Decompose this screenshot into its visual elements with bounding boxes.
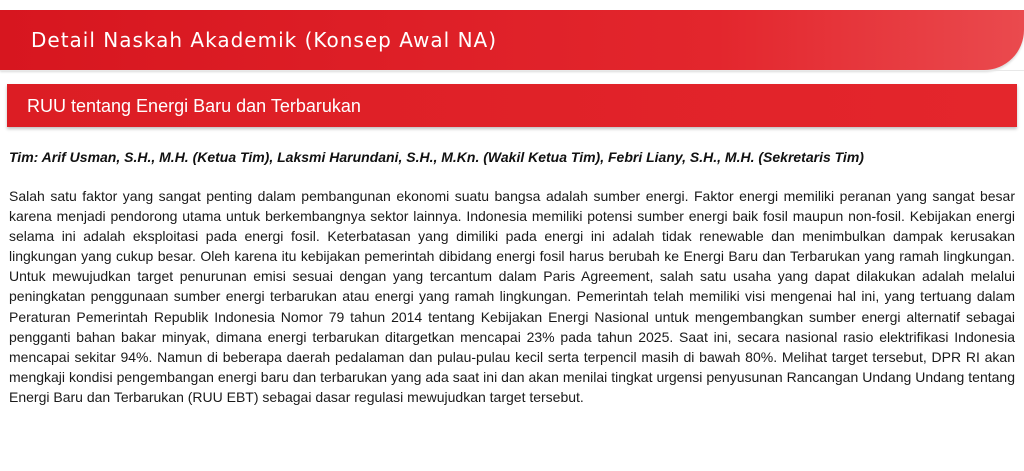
team-members: Tim: Arif Usman, S.H., M.H. (Ketua Tim), Laksmi Harundani, S.H., M.Kn. (Wakil Ketua Tim), Febri Liany, S.H., M.H. (Sekretaris Tim) <box>9 149 864 165</box>
description-paragraph: Salah satu faktor yang sangat penting dalam pembangunan ekonomi suatu bangsa adalah sumber energi. Faktor energi memiliki peranan yang sangat besar karena menjadi pendorong utama untuk berkembangnya sektor lainnya. Indonesia memiliki potensi sumber energi baik fosil maupun non-fosil. Kebijakan energi selama ini adalah eksploitasi pada energi fosil. Keterbatasan yang dimiliki pada energi ini adalah tidak renewable dan menimbulkan dampak kerusakan lingkungan yang cukup besar. Oleh karena itu kebijakan pemerintah dibidang energi fosil harus berubah ke Energi Baru dan Terbarukan yang ramah lingkungan. Untuk mewujudkan target penurunan emisi sesuai dengan yang tercantum dalam Paris Agreement, salah satu usaha yang dapat dilakukan adalah melalui peningkatan penggunaan sumber energi terbarukan atau energi yang ramah lingkungan. Pemerintah telah memiliki visi mengenai hal ini, yang tertuang dalam Peraturan Pemerintah Republik Indonesia Nomor 79 tahun 2014 tentang Kebijakan Energi Nasional untuk mengembangkan sumber energi alternatif sebagai pengganti bahan bakar minyak, dimana energi terbarukan ditargetkan mencapai 23% pada tahun 2025. Saat ini, secara nasional rasio elektrifikasi Indonesia mencapai sekitar 94%. Namun di beberapa daerah pedalaman dan pulau-pulau kecil serta terpencil masih di bawah 80%. Melihat target tersebut, DPR RI akan mengkaji kondisi pengembangan energi baru dan terbarukan yang ada saat ini dan akan menilai tingkat urgensi penyusunan Rancangan Undang Undang tentang Energi Baru dan Terbarukan (RUU EBT) sebagai dasar regulasi mewujudkan target tersebut. <box>9 188 1015 405</box>
header-divider <box>0 70 1024 71</box>
section-title: RUU tentang Energi Baru dan Terbarukan <box>27 96 361 116</box>
page-title: Detail Naskah Akademik (Konsep Awal NA) <box>31 28 498 52</box>
page-header-banner <box>0 10 1024 70</box>
section-header-bar <box>7 84 1017 127</box>
